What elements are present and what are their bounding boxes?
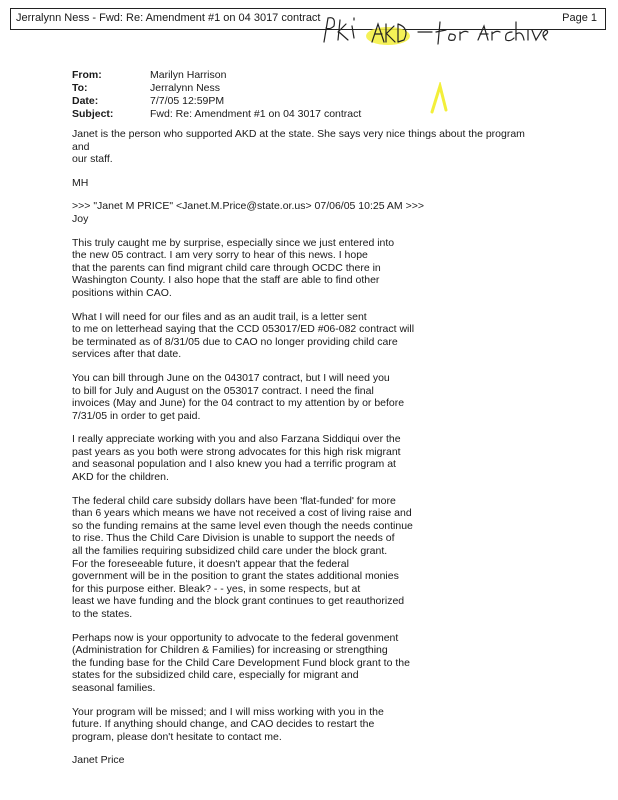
to-row: [72, 82, 361, 95]
initials: MH: [72, 176, 89, 189]
paragraph-2: What I will need for our files and as an audit trail, is a letter sent to me on letterhead saying that the CCD 053017/ED #06-082 contract will be terminated as of 8/31/05 due to CAO no longer providing child care services after that date.: [72, 310, 415, 361]
subject-row: [72, 108, 361, 121]
email-body: [72, 128, 542, 778]
from-label: From:: [72, 69, 102, 81]
paragraph-1: This truly caught me by surprise, especially since we just entered into the new 05 contract. I am very sorry to hear of this news. I hope that the parents can find migrant child care through OCDC there in Washington County. I also hope that the staff are able to find other positions within CAO.: [72, 236, 395, 299]
paragraph-3: You can bill through June on the 043017 contract, but I will need you to bill for July and August on the 053017 contract. I need the final invoices (May and June) for the 04 contract to my attention by or before 7/31/05 in order to get paid.: [72, 371, 405, 422]
subject-label: Subject:: [72, 108, 114, 120]
page-number: Page 1: [562, 12, 597, 24]
paragraph-5: The federal child care subsidy dollars have been 'flat-funded' for more than 6 years which means we have not received a cost of living raise and so the funding remains at the same level even though the needs continue to rise. Thus the Child Care Division is unable to support the needs of all the families requiring subsidized child care under the block grant. For the foreseeable future, it doesn't appear that the federal government will be in the position to grant the states additional monies for this purpose either. Bleak? - - yes, in some respects, but at least we have funding and the block grant continues to get reauthorized to the states.: [72, 494, 413, 620]
paragraph-6: Perhaps now is your opportunity to advocate to the federal govenment (Administration for Children & Families) for increasing or strengthing the funding base for the Child Care Development Fund block grant to the states for the subsidized child care, especially for migrant and seasonal families.: [72, 631, 410, 694]
handwritten-annotation: [320, 10, 550, 50]
forward-line: >>> "Janet M PRICE" <Janet.M.Price@state.or.us> 07/06/05 10:25 AM >>>: [72, 200, 424, 213]
salutation: Joy: [72, 212, 89, 225]
date-row: [72, 95, 361, 108]
to-label: To:: [72, 82, 88, 94]
intro-paragraph: Janet is the person who supported AKD at the state. She says very nice things about the program and our staff.: [72, 128, 525, 166]
paragraph-4: I really appreciate working with you and also Farzana Siddiqui over the past years as you both were strong advocates for this high risk migrant and seasonal population and I also knew you had a terrific program at AKD for the children.: [72, 433, 401, 484]
signature: Janet Price: [72, 754, 125, 767]
email-window-title: Jerralynn Ness - Fwd: Re: Amendment #1 on 04 3017 contract: [16, 12, 321, 24]
paragraph-7: Your program will be missed; and I will miss working with you in the future. If anything should change, and CAO decides to restart the program, please don't hesitate to contact me.: [72, 705, 384, 743]
date-value: 7/7/05 12:59PM: [150, 95, 225, 107]
subject-value: Fwd: Re: Amendment #1 on 04 3017 contract: [150, 108, 362, 120]
email-metadata: [72, 69, 361, 121]
highlighter-mark-icon: [428, 82, 452, 114]
to-value: Jerralynn Ness: [150, 82, 221, 94]
from-row: [72, 69, 361, 82]
date-label: Date:: [72, 95, 99, 107]
from-value: Marilyn Harrison: [150, 69, 227, 81]
